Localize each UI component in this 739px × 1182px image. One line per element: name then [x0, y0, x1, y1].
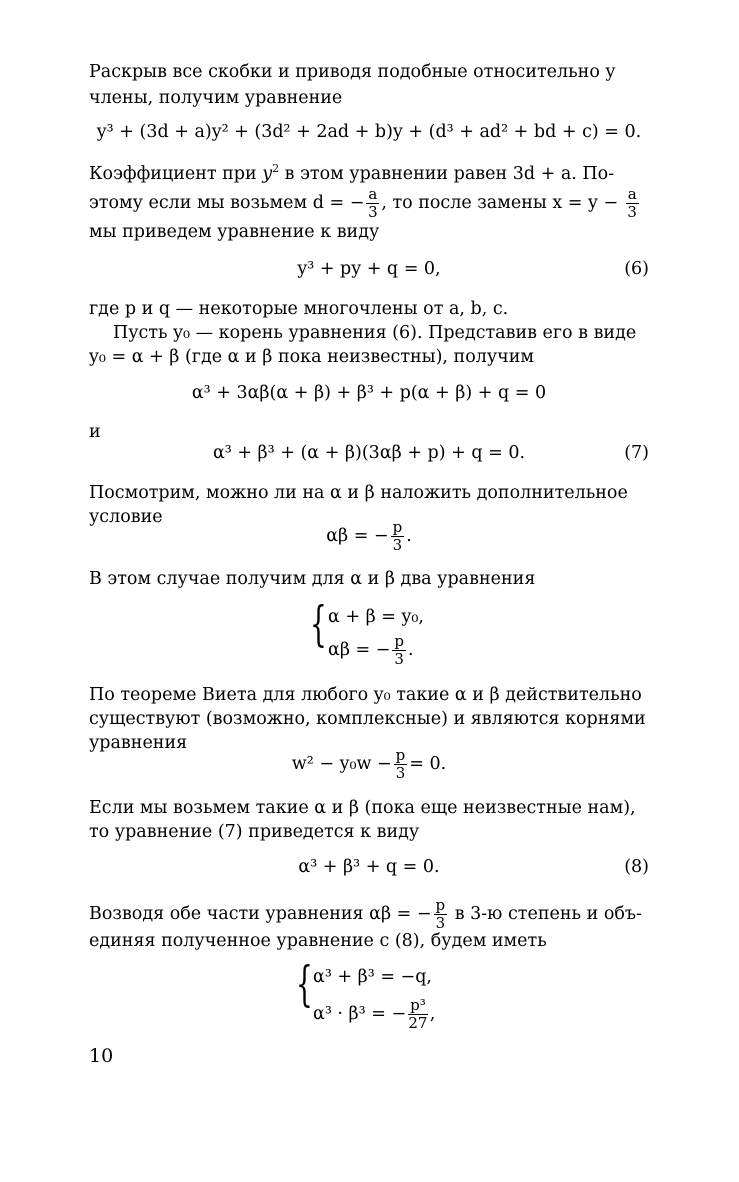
system-brace: { — [310, 596, 327, 652]
fraction: $\frac{p}{3}$ — [394, 632, 404, 668]
paragraph-line: уравнения — [89, 733, 188, 753]
paragraph-line: единяя полученное уравнение с (8), будем иметь — [89, 931, 547, 951]
fraction: $\frac{a}{3}$ — [368, 185, 378, 221]
paragraph-line: В этом случае получим для α и β два уравнения — [89, 569, 536, 589]
fraction: $\frac{a}{3}$ — [627, 185, 637, 221]
equation-number: (6) — [624, 259, 649, 279]
equation-number: (7) — [624, 443, 649, 463]
equation-8: α³ + β³ + q = 0. — [298, 857, 440, 877]
paragraph-line: Если мы возьмем такие α и β (пока еще неизвестные нам), — [89, 798, 636, 818]
fraction: $\frac{p}{3}$ — [435, 896, 446, 932]
equation-7: α³ + β³ + (α + β)(3αβ + p) + q = 0. — [212, 443, 526, 463]
system-line: α³ + β³ = −q, — [313, 967, 432, 987]
equation-expanded: y³ + (3d + a)y² + (3d² + 2ad + b)y + (d³ + ad² + bd + c) = 0. — [96, 122, 642, 142]
system-brace: { — [296, 956, 313, 1012]
paragraph-line: этому если мы возьмем d = − $\frac{a}{3}$ , то после замены x = y − $\frac{a}{3}$ — [89, 185, 637, 221]
paragraph-line: условие — [89, 507, 163, 527]
equation-w: w² − y₀w − $\frac{p}{3}$ = 0. — [291, 746, 447, 782]
paragraph-line: y₀ = α + β (где α и β пока неизвестны), получим — [89, 347, 535, 367]
paragraph-line: где p и q — некоторые многочлены от a, b, c. — [89, 299, 509, 319]
paragraph-line: Возводя обе части уравнения αβ = − $\frac{p}{3}$ в 3-ю степень и объ- — [89, 896, 642, 932]
equation-number: (8) — [624, 857, 649, 877]
paragraph-line: то уравнение (7) приведется к виду — [89, 822, 420, 842]
paragraph-line: Посмотрим, можно ли на α и β наложить дополнительное — [89, 483, 628, 503]
paragraph-line: мы приведем уравнение к виду — [89, 222, 380, 242]
paragraph-line: По теореме Виета для любого y₀ такие α и β действительно — [89, 685, 642, 705]
paragraph-line: члены, получим уравнение — [89, 88, 343, 108]
equation-alpha-beta: α³ + 3αβ(α + β) + β³ + p(α + β) + q = 0 — [191, 383, 547, 403]
system-line: αβ = − $\frac{p}{3}$ . — [328, 632, 414, 668]
paragraph-line: и — [89, 422, 101, 442]
paragraph-line: Коэффициент при $y^2$ в этом уравнении равен 3d + a. По- — [89, 162, 615, 184]
paragraph-line: существуют (возможно, комплексные) и являются корнями — [89, 709, 646, 729]
paragraph-line: Пусть y₀ — корень уравнения (6). Представив его в виде — [113, 323, 637, 343]
fraction: $\frac{p}{3}$ — [395, 746, 406, 782]
system-line: α + β = y₀, — [328, 607, 424, 627]
fraction: $\frac{\text{p³}}{27}$ — [408, 996, 428, 1032]
system-line: α³ · β³ = − $\frac{\text{p³}}{27}$ , — [313, 996, 436, 1032]
page-number: 10 — [89, 1045, 114, 1067]
equation-6: y³ + py + q = 0, — [297, 259, 441, 279]
equation-condition: αβ = − $\frac{p}{3}$ . — [326, 518, 412, 554]
paragraph-line: Раскрыв все скобки и приводя подобные относительно y — [89, 62, 616, 82]
fraction: $\frac{p}{3}$ — [392, 518, 403, 554]
